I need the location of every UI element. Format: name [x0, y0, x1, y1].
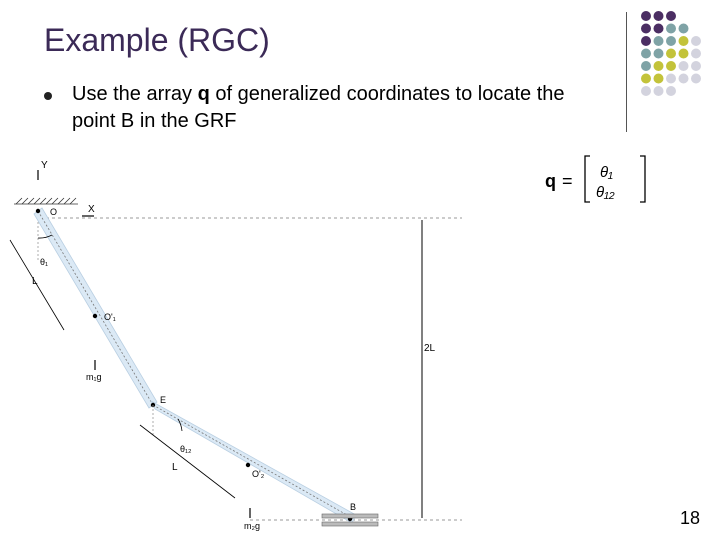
equation-lhs: q [545, 171, 556, 191]
decorative-dot [666, 61, 676, 71]
decorative-dot [691, 61, 701, 71]
decorative-dot [691, 36, 701, 46]
length2-label: L [172, 462, 178, 473]
pendulum-diagram [0, 150, 540, 540]
rod-2 [151, 401, 356, 523]
slider-guide-top [322, 514, 378, 518]
decorative-dot [679, 61, 689, 71]
label-b: B [350, 502, 357, 512]
decorative-dot [679, 24, 689, 34]
decorative-dot [666, 24, 676, 34]
decorative-dot [666, 36, 676, 46]
decorative-dot [666, 74, 676, 84]
bullet-text-prefix: Use the array [72, 83, 198, 105]
label-e: E [160, 395, 167, 405]
decorative-dot [691, 49, 701, 59]
theta1-label: θ₁ [40, 257, 49, 267]
y-axis-label: Y [41, 160, 48, 171]
decorative-dot [654, 24, 664, 34]
label-o2: O'₂ [252, 469, 265, 479]
height-label: 2L [424, 343, 436, 354]
decorative-dot [666, 11, 676, 21]
decorative-dot [666, 86, 676, 96]
equation-row-theta1: θ₁ [600, 164, 613, 181]
x-axis-label: X [88, 204, 95, 215]
ceiling-hatch [14, 198, 78, 204]
weight1-label: m₁g [86, 372, 102, 382]
page-number: 18 [680, 508, 701, 528]
length2-dimension-line [140, 425, 235, 498]
decorative-dot [679, 49, 689, 59]
slider-guide-bottom [322, 522, 378, 526]
right-bracket [640, 156, 645, 202]
decorative-dot [654, 49, 664, 59]
decorative-dot [641, 36, 651, 46]
pivot-o [36, 209, 40, 213]
slide-title: Example (RGC) [44, 22, 270, 58]
decorative-dot [641, 74, 651, 84]
decorative-dot [641, 61, 651, 71]
left-bracket [585, 156, 590, 202]
decorative-dot [654, 61, 664, 71]
decorative-dot [654, 36, 664, 46]
decorative-dot [654, 11, 664, 21]
decorative-dot [666, 49, 676, 59]
weight2-label: m₂g [244, 521, 260, 531]
decorative-dot [654, 86, 664, 96]
decorative-dot [679, 74, 689, 84]
decorative-dot [641, 11, 651, 21]
decorative-dot [691, 74, 701, 84]
center-of-mass-1 [93, 314, 97, 318]
decorative-dot-grid [0, 0, 720, 140]
equation-equals: = [562, 171, 573, 191]
decorative-dot [679, 36, 689, 46]
decorative-dot [641, 24, 651, 34]
theta12-label: θ₁₂ [180, 444, 192, 454]
decorative-dot [641, 86, 651, 96]
equation-row-theta12: θ₁₂ [596, 184, 615, 201]
decorative-dot [641, 49, 651, 59]
decorative-dot [654, 74, 664, 84]
label-o: O [50, 207, 58, 217]
q-equation [540, 150, 660, 210]
length1-label: L [32, 276, 38, 287]
center-of-mass-2 [246, 463, 250, 467]
label-o1: O'₁ [104, 312, 116, 322]
bullet-text-suffix: of generalized coordinates to locate the point B in the GRF [72, 83, 565, 132]
bullet-text-bold: q [197, 83, 210, 105]
